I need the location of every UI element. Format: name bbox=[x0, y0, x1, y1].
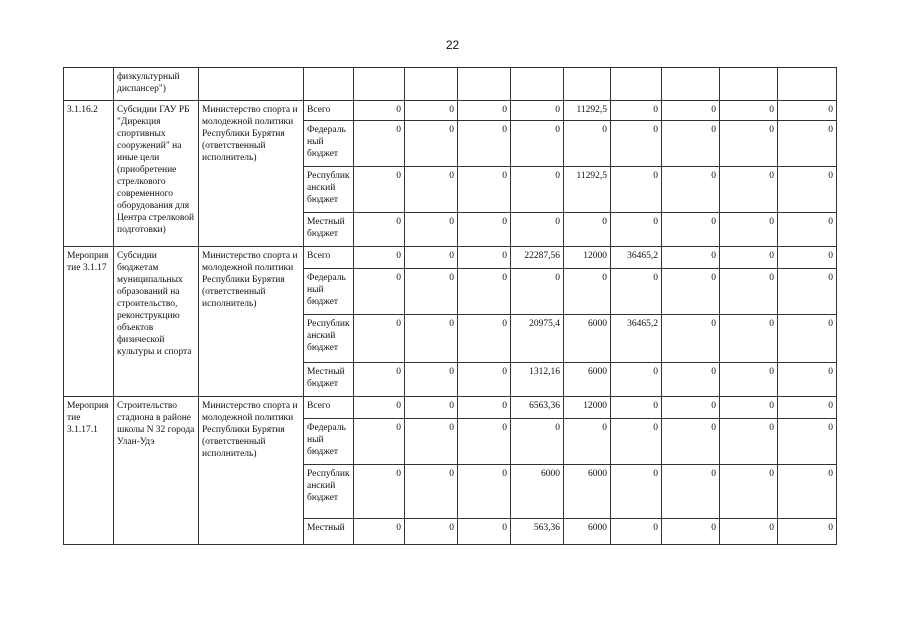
value-cell: 0 bbox=[354, 465, 405, 519]
value-cell: 6000 bbox=[564, 465, 611, 519]
value-cell: 11292,5 bbox=[564, 167, 611, 213]
value-cell: 0 bbox=[405, 465, 458, 519]
source-cell: Федеральный бюджет bbox=[304, 121, 354, 167]
value-cell: 0 bbox=[511, 213, 564, 247]
value-cell: 6000 bbox=[564, 519, 611, 545]
value-cell: 0 bbox=[662, 315, 720, 363]
value-cell: 12000 bbox=[564, 397, 611, 419]
value-cell: 0 bbox=[458, 315, 511, 363]
value-cell: 0 bbox=[354, 315, 405, 363]
source-cell: Федеральный бюджет bbox=[304, 269, 354, 315]
code-cell: 3.1.16.2 bbox=[64, 101, 114, 247]
source-cell: Федеральный бюджет bbox=[304, 419, 354, 465]
value-cell: 6000 bbox=[511, 465, 564, 519]
value-cell bbox=[778, 68, 837, 101]
value-cell: 20975,4 bbox=[511, 315, 564, 363]
value-cell: 0 bbox=[778, 247, 837, 269]
value-cell: 0 bbox=[662, 465, 720, 519]
table-row bbox=[64, 247, 837, 269]
page-number: 22 bbox=[445, 38, 460, 52]
value-cell: 0 bbox=[662, 269, 720, 315]
value-cell: 0 bbox=[720, 363, 778, 397]
value-cell: 12000 bbox=[564, 247, 611, 269]
value-cell: 0 bbox=[720, 269, 778, 315]
value-cell: 0 bbox=[662, 397, 720, 419]
value-cell: 6000 bbox=[564, 315, 611, 363]
value-cell bbox=[720, 68, 778, 101]
value-cell: 0 bbox=[354, 167, 405, 213]
source-cell bbox=[304, 68, 354, 101]
value-cell: 0 bbox=[778, 419, 837, 465]
value-cell: 0 bbox=[611, 167, 662, 213]
value-cell: 0 bbox=[354, 519, 405, 545]
value-cell: 0 bbox=[458, 465, 511, 519]
value-cell: 0 bbox=[611, 363, 662, 397]
value-cell: 0 bbox=[611, 213, 662, 247]
value-cell: 0 bbox=[564, 269, 611, 315]
value-cell bbox=[511, 68, 564, 101]
value-cell: 0 bbox=[458, 101, 511, 121]
value-cell: 0 bbox=[611, 397, 662, 419]
value-cell: 0 bbox=[720, 519, 778, 545]
value-cell: 0 bbox=[720, 213, 778, 247]
source-cell: Республиканский бюджет bbox=[304, 167, 354, 213]
value-cell: 0 bbox=[354, 101, 405, 121]
value-cell: 0 bbox=[405, 419, 458, 465]
value-cell: 0 bbox=[778, 121, 837, 167]
value-cell: 0 bbox=[611, 519, 662, 545]
value-cell: 0 bbox=[511, 419, 564, 465]
value-cell: 0 bbox=[662, 121, 720, 167]
value-cell: 0 bbox=[662, 247, 720, 269]
value-cell: 0 bbox=[720, 397, 778, 419]
value-cell bbox=[458, 68, 511, 101]
value-cell: 0 bbox=[611, 419, 662, 465]
value-cell: 0 bbox=[511, 269, 564, 315]
value-cell: 0 bbox=[778, 315, 837, 363]
executor-cell: Министерство спорта и молодежной политики Республики Бурятия (ответственный исполнитель) bbox=[199, 101, 304, 247]
source-cell: Республиканский бюджет bbox=[304, 465, 354, 519]
name-cell: физкультурный диспансер") bbox=[114, 68, 199, 101]
value-cell: 0 bbox=[458, 419, 511, 465]
name-cell: Субсидии бюджетам муниципальных образований на строительство, реконструкцию объектов физической культуры и спорта bbox=[114, 247, 199, 397]
value-cell: 0 bbox=[354, 269, 405, 315]
table-row bbox=[64, 68, 837, 101]
value-cell: 0 bbox=[662, 519, 720, 545]
value-cell: 0 bbox=[458, 213, 511, 247]
value-cell: 0 bbox=[564, 121, 611, 167]
value-cell: 1312,16 bbox=[511, 363, 564, 397]
value-cell: 0 bbox=[778, 397, 837, 419]
value-cell: 0 bbox=[720, 465, 778, 519]
value-cell: 0 bbox=[720, 167, 778, 213]
value-cell: 0 bbox=[611, 121, 662, 167]
budget-table bbox=[63, 67, 837, 545]
value-cell: 563,36 bbox=[511, 519, 564, 545]
value-cell: 36465,2 bbox=[611, 315, 662, 363]
value-cell: 0 bbox=[778, 465, 837, 519]
value-cell: 0 bbox=[405, 213, 458, 247]
value-cell: 0 bbox=[611, 269, 662, 315]
value-cell: 0 bbox=[354, 247, 405, 269]
value-cell: 0 bbox=[778, 213, 837, 247]
value-cell bbox=[405, 68, 458, 101]
value-cell: 0 bbox=[662, 419, 720, 465]
source-cell: Местный бюджет bbox=[304, 363, 354, 397]
value-cell bbox=[564, 68, 611, 101]
value-cell: 0 bbox=[458, 167, 511, 213]
source-cell: Местный бюджет bbox=[304, 213, 354, 247]
source-cell: Всего bbox=[304, 101, 354, 121]
value-cell: 11292,5 bbox=[564, 101, 611, 121]
value-cell: 0 bbox=[778, 167, 837, 213]
value-cell: 0 bbox=[458, 121, 511, 167]
value-cell: 36465,2 bbox=[611, 247, 662, 269]
value-cell: 0 bbox=[778, 363, 837, 397]
executor-cell: Министерство спорта и молодежной политики Республики Бурятия (ответственный исполнитель) bbox=[199, 247, 304, 397]
value-cell: 0 bbox=[405, 101, 458, 121]
value-cell: 0 bbox=[564, 213, 611, 247]
value-cell: 0 bbox=[778, 519, 837, 545]
table-row bbox=[64, 397, 837, 419]
value-cell: 0 bbox=[662, 167, 720, 213]
value-cell: 0 bbox=[458, 519, 511, 545]
value-cell bbox=[354, 68, 405, 101]
value-cell: 0 bbox=[511, 101, 564, 121]
table-row bbox=[64, 101, 837, 121]
value-cell: 6563,36 bbox=[511, 397, 564, 419]
value-cell: 0 bbox=[720, 101, 778, 121]
value-cell: 0 bbox=[354, 419, 405, 465]
value-cell bbox=[611, 68, 662, 101]
source-cell: Всего bbox=[304, 247, 354, 269]
value-cell: 0 bbox=[354, 121, 405, 167]
name-cell: Строительство стадиона в районе школы N 32 города Улан-Удэ bbox=[114, 397, 199, 545]
source-cell: Всего bbox=[304, 397, 354, 419]
value-cell: 0 bbox=[511, 121, 564, 167]
executor-cell: Министерство спорта и молодежной политики Республики Бурятия (ответственный исполнитель) bbox=[199, 397, 304, 545]
value-cell: 0 bbox=[405, 121, 458, 167]
value-cell: 0 bbox=[662, 213, 720, 247]
code-cell: Мероприятие 3.1.17 bbox=[64, 247, 114, 397]
value-cell: 0 bbox=[720, 121, 778, 167]
value-cell: 0 bbox=[354, 213, 405, 247]
value-cell: 0 bbox=[405, 167, 458, 213]
value-cell: 22287,56 bbox=[511, 247, 564, 269]
source-cell: Местный bbox=[304, 519, 354, 545]
value-cell: 0 bbox=[354, 363, 405, 397]
source-cell: Республиканский бюджет bbox=[304, 315, 354, 363]
value-cell: 0 bbox=[720, 315, 778, 363]
value-cell: 0 bbox=[662, 101, 720, 121]
value-cell: 0 bbox=[720, 247, 778, 269]
value-cell: 0 bbox=[405, 363, 458, 397]
value-cell bbox=[662, 68, 720, 101]
value-cell: 0 bbox=[564, 419, 611, 465]
code-cell: Мероприятие 3.1.17.1 bbox=[64, 397, 114, 545]
code-cell bbox=[64, 68, 114, 101]
value-cell: 0 bbox=[511, 167, 564, 213]
value-cell: 0 bbox=[405, 269, 458, 315]
executor-cell bbox=[199, 68, 304, 101]
name-cell: Субсидии ГАУ РБ "Дирекция спортивных сооружений" на иные цели (приобретение стрелкового современного оборудования для Центра стрелковой подготовки) bbox=[114, 101, 199, 247]
value-cell: 0 bbox=[354, 397, 405, 419]
value-cell: 0 bbox=[458, 269, 511, 315]
value-cell: 0 bbox=[611, 101, 662, 121]
value-cell: 0 bbox=[778, 101, 837, 121]
value-cell: 0 bbox=[458, 247, 511, 269]
value-cell: 0 bbox=[405, 247, 458, 269]
value-cell: 6000 bbox=[564, 363, 611, 397]
value-cell: 0 bbox=[720, 419, 778, 465]
value-cell: 0 bbox=[405, 397, 458, 419]
value-cell: 0 bbox=[458, 397, 511, 419]
value-cell: 0 bbox=[662, 363, 720, 397]
value-cell: 0 bbox=[458, 363, 511, 397]
value-cell: 0 bbox=[778, 269, 837, 315]
value-cell: 0 bbox=[405, 315, 458, 363]
value-cell: 0 bbox=[405, 519, 458, 545]
value-cell: 0 bbox=[611, 465, 662, 519]
